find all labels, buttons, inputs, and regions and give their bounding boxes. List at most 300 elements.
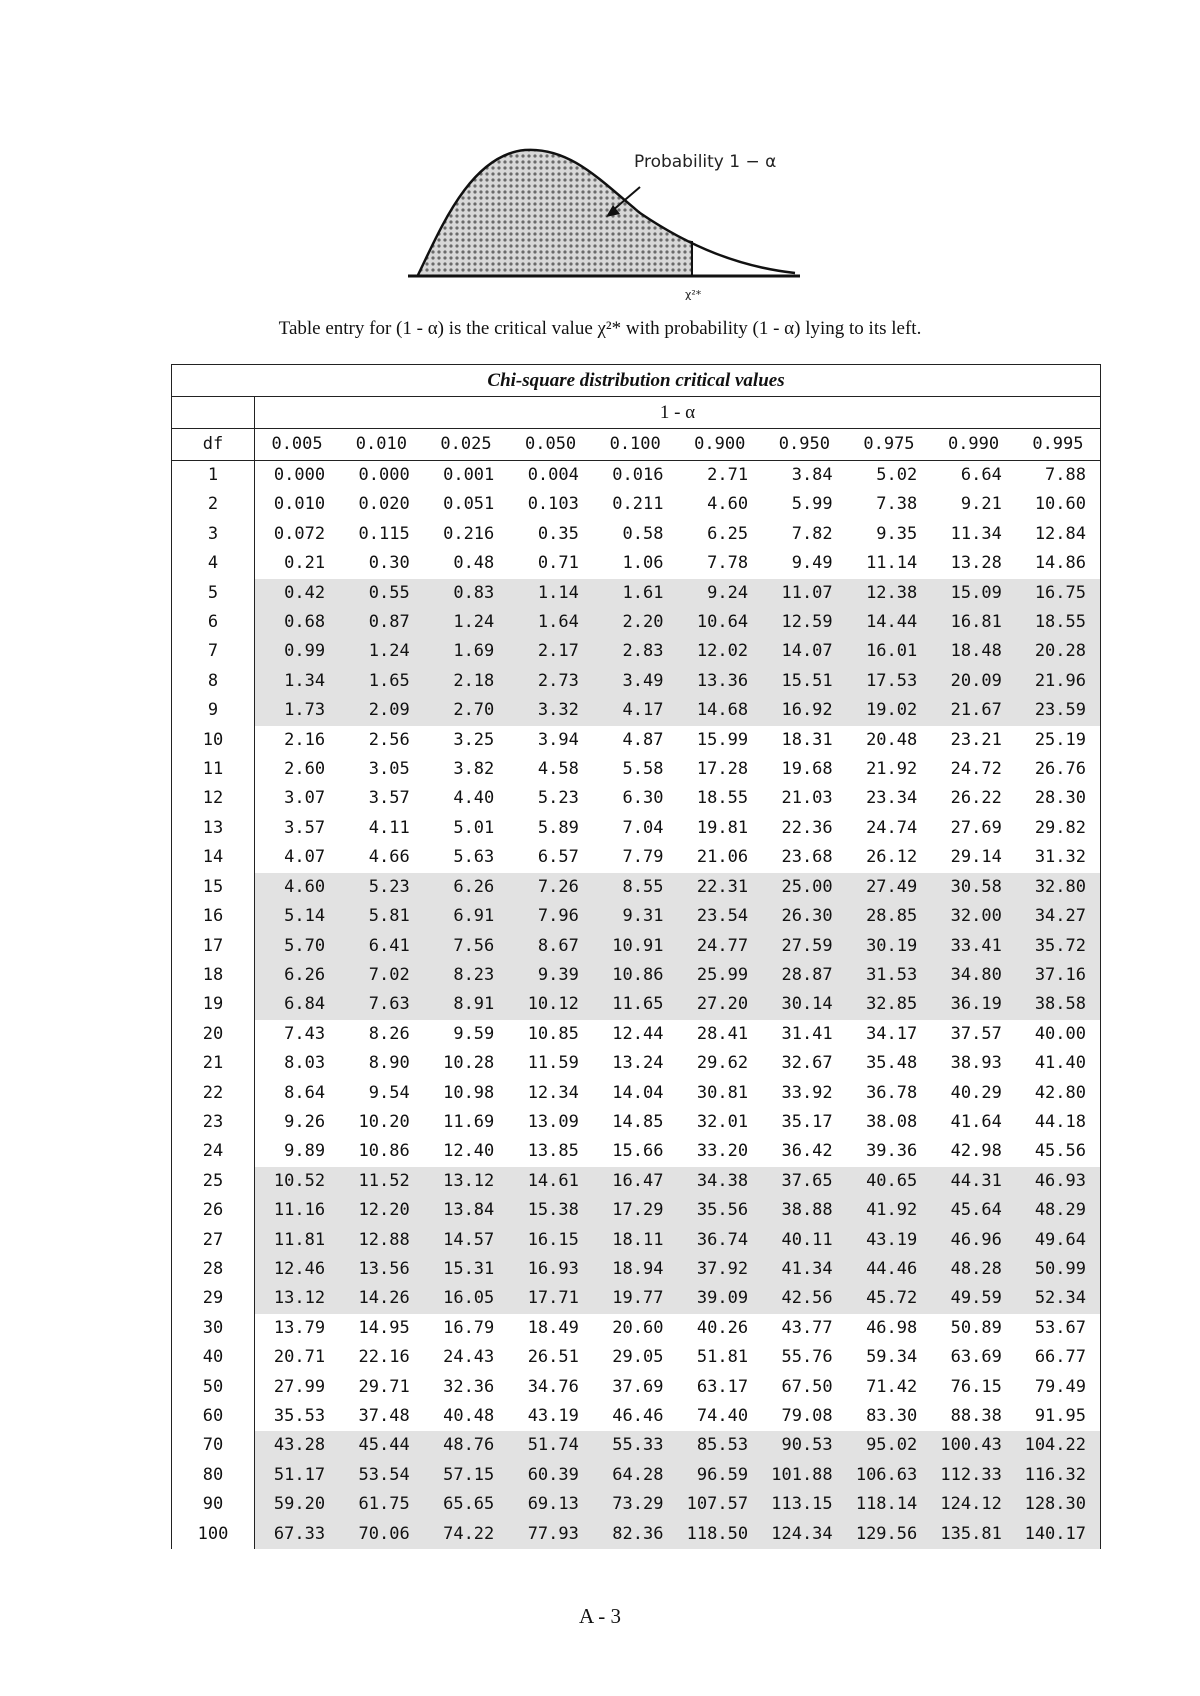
df-cell: 8 — [172, 667, 255, 696]
value-cell: 6.84 — [255, 990, 340, 1019]
table-row — [172, 1490, 1101, 1519]
value-cell: 32.85 — [847, 990, 932, 1019]
value-cell: 13.12 — [424, 1167, 509, 1196]
df-cell: 1 — [172, 461, 255, 491]
value-cell: 7.02 — [339, 961, 424, 990]
value-cell: 13.56 — [339, 1255, 424, 1284]
value-cell: 55.33 — [593, 1431, 678, 1460]
page-number: A - 3 — [579, 1604, 621, 1628]
value-cell: 0.87 — [339, 608, 424, 637]
value-cell: 124.12 — [931, 1490, 1016, 1519]
table-row — [172, 667, 1101, 696]
value-cell: 0.48 — [453, 553, 495, 574]
column-header: 0.050 — [508, 429, 593, 461]
value-cell: 5.01 — [453, 817, 495, 838]
critical-values-table-container — [171, 364, 1101, 1549]
value-cell: 20.60 — [612, 1317, 664, 1338]
column-header: 0.950 — [762, 429, 847, 461]
value-cell: 33.92 — [781, 1082, 833, 1103]
value-cell: 5.14 — [255, 902, 340, 931]
value-cell: 0.051 — [443, 494, 495, 515]
value-cell: 9.49 — [791, 553, 833, 574]
value-cell: 5.70 — [255, 932, 340, 961]
column-header: 0.005 — [255, 429, 340, 461]
table-row — [172, 990, 1101, 1019]
value-cell: 51.74 — [508, 1431, 593, 1460]
table-row — [172, 1049, 1101, 1078]
value-cell: 5.99 — [791, 494, 833, 515]
df-cell: 100 — [172, 1520, 255, 1549]
value-cell: 0.211 — [612, 494, 664, 515]
value-cell: 35.72 — [1016, 932, 1101, 961]
value-cell: 3.25 — [453, 729, 495, 750]
value-cell: 20.28 — [1016, 637, 1101, 666]
value-cell: 0.000 — [358, 465, 410, 485]
value-cell: 46.98 — [866, 1317, 918, 1338]
value-cell: 0.216 — [443, 523, 495, 544]
value-cell: 18.55 — [696, 788, 749, 809]
value-cell: 26.30 — [762, 902, 847, 931]
value-cell: 0.004 — [527, 465, 579, 485]
table-row — [172, 755, 1101, 784]
value-cell: 0.001 — [443, 465, 495, 485]
value-cell: 11.34 — [950, 523, 1002, 544]
value-cell: 37.69 — [612, 1376, 664, 1397]
value-cell: 5.89 — [537, 817, 579, 838]
value-cell: 9.31 — [593, 902, 678, 931]
table-row — [172, 726, 1101, 755]
value-cell: 14.44 — [847, 608, 932, 637]
value-cell: 6.26 — [424, 873, 509, 902]
value-cell: 23.54 — [677, 902, 762, 931]
value-cell: 2.20 — [593, 608, 678, 637]
value-cell: 66.77 — [1016, 1343, 1101, 1372]
df-cell: 2 — [172, 490, 255, 519]
value-cell: 15.66 — [612, 1141, 664, 1162]
value-cell: 29.71 — [358, 1376, 410, 1397]
value-cell: 16.01 — [847, 637, 932, 666]
value-cell: 14.95 — [358, 1317, 410, 1338]
value-cell: 45.56 — [1016, 1137, 1101, 1166]
value-cell: 36.78 — [866, 1082, 918, 1103]
value-cell: 42.56 — [762, 1284, 847, 1313]
value-cell: 38.88 — [762, 1196, 847, 1225]
value-cell: 2.73 — [508, 667, 593, 696]
value-cell: 18.49 — [527, 1317, 579, 1338]
value-cell: 28.30 — [1016, 784, 1101, 813]
value-cell: 2.71 — [707, 465, 749, 485]
value-cell: 8.90 — [368, 1053, 410, 1074]
column-header: 0.990 — [931, 429, 1016, 461]
value-cell: 2.17 — [508, 637, 593, 666]
value-cell: 26.51 — [527, 1347, 579, 1368]
value-cell: 18.48 — [931, 637, 1016, 666]
value-cell: 46.96 — [931, 1226, 1016, 1255]
value-cell: 10.91 — [593, 932, 678, 961]
value-cell: 7.26 — [508, 873, 593, 902]
value-cell: 19.81 — [696, 817, 749, 838]
value-cell: 19.68 — [781, 759, 833, 780]
value-cell: 40.11 — [762, 1226, 847, 1255]
df-cell: 90 — [172, 1490, 255, 1519]
chi-square-density-figure — [400, 135, 820, 305]
value-cell: 14.57 — [424, 1226, 509, 1255]
table-row — [172, 902, 1101, 931]
value-cell: 52.34 — [1016, 1284, 1101, 1313]
value-cell: 10.28 — [443, 1053, 495, 1074]
table-row — [172, 461, 1101, 491]
df-cell: 50 — [172, 1373, 255, 1402]
value-cell: 12.59 — [762, 608, 847, 637]
value-cell: 91.95 — [1016, 1402, 1101, 1431]
value-cell: 44.31 — [931, 1167, 1016, 1196]
value-cell: 35.17 — [781, 1111, 833, 1132]
value-cell: 71.42 — [866, 1376, 918, 1397]
value-cell: 2.60 — [284, 759, 326, 780]
value-cell: 51.17 — [255, 1461, 340, 1490]
value-cell: 65.65 — [424, 1490, 509, 1519]
df-cell: 9 — [172, 696, 255, 725]
value-cell: 29.82 — [1016, 814, 1101, 843]
value-cell: 51.81 — [696, 1347, 749, 1368]
value-cell: 45.64 — [931, 1196, 1016, 1225]
table-row — [172, 696, 1101, 725]
value-cell: 128.30 — [1016, 1490, 1101, 1519]
value-cell: 9.24 — [677, 579, 762, 608]
value-cell: 34.38 — [677, 1167, 762, 1196]
value-cell: 7.38 — [876, 494, 918, 515]
value-cell: 27.99 — [273, 1376, 326, 1397]
df-cell: 30 — [172, 1314, 255, 1343]
value-cell: 30.58 — [931, 873, 1016, 902]
value-cell: 67.33 — [255, 1520, 340, 1549]
table-row — [172, 784, 1101, 813]
value-cell: 67.50 — [781, 1376, 833, 1397]
value-cell: 64.28 — [593, 1461, 678, 1490]
value-cell: 38.08 — [866, 1111, 918, 1132]
value-cell: 11.65 — [593, 990, 678, 1019]
value-cell: 41.64 — [950, 1111, 1002, 1132]
value-cell: 0.35 — [537, 523, 579, 544]
df-cell: 13 — [172, 814, 255, 843]
value-cell: 34.76 — [527, 1376, 579, 1397]
value-cell: 9.35 — [876, 523, 918, 544]
df-cell: 10 — [172, 726, 255, 755]
value-cell: 1.73 — [255, 696, 340, 725]
value-cell: 4.17 — [593, 696, 678, 725]
value-cell: 10.60 — [1016, 490, 1101, 519]
value-cell: 32.00 — [931, 902, 1016, 931]
value-cell: 79.49 — [1016, 1373, 1101, 1402]
value-cell: 13.28 — [950, 553, 1002, 574]
table-row — [172, 520, 1101, 549]
value-cell: 16.92 — [762, 696, 847, 725]
value-cell: 55.76 — [781, 1347, 833, 1368]
column-header: 0.975 — [847, 429, 932, 461]
value-cell: 34.80 — [931, 961, 1016, 990]
value-cell: 48.76 — [424, 1431, 509, 1460]
value-cell: 12.34 — [527, 1082, 579, 1103]
value-cell: 32.01 — [696, 1111, 749, 1132]
value-cell: 13.85 — [527, 1141, 579, 1162]
critical-value-label: χ²* — [685, 288, 702, 301]
table-row — [172, 1108, 1101, 1137]
value-cell: 101.88 — [762, 1461, 847, 1490]
df-cell: 70 — [172, 1431, 255, 1460]
value-cell: 4.40 — [453, 788, 495, 809]
value-cell: 135.81 — [931, 1520, 1016, 1549]
value-cell: 1.14 — [508, 579, 593, 608]
value-cell: 7.63 — [339, 990, 424, 1019]
table-row — [172, 1226, 1101, 1255]
value-cell: 77.93 — [508, 1520, 593, 1549]
value-cell: 38.58 — [1016, 990, 1101, 1019]
value-cell: 30.81 — [696, 1082, 749, 1103]
column-header: 0.995 — [1016, 429, 1101, 461]
column-header: 0.100 — [593, 429, 678, 461]
value-cell: 37.16 — [1016, 961, 1101, 990]
value-cell: 23.68 — [781, 847, 833, 868]
value-cell: 3.05 — [368, 759, 410, 780]
value-cell: 43.28 — [255, 1431, 340, 1460]
value-cell: 14.85 — [612, 1111, 664, 1132]
value-cell: 0.58 — [622, 523, 664, 544]
value-cell: 63.69 — [950, 1347, 1002, 1368]
df-cell: 5 — [172, 579, 255, 608]
value-cell: 5.23 — [537, 788, 579, 809]
value-cell: 85.53 — [677, 1431, 762, 1460]
value-cell: 17.71 — [508, 1284, 593, 1313]
value-cell: 22.16 — [358, 1347, 410, 1368]
value-cell: 25.19 — [1016, 726, 1101, 755]
value-cell: 16.47 — [593, 1167, 678, 1196]
value-cell: 32.67 — [781, 1053, 833, 1074]
chi-square-table — [171, 364, 1101, 1549]
value-cell: 17.28 — [696, 759, 749, 780]
value-cell: 0.072 — [273, 523, 326, 544]
blank-header-cell — [172, 397, 255, 429]
value-cell: 10.86 — [593, 961, 678, 990]
value-cell: 7.82 — [791, 523, 833, 544]
value-cell: 21.06 — [696, 847, 749, 868]
value-cell: 129.56 — [847, 1520, 932, 1549]
value-cell: 14.26 — [339, 1284, 424, 1313]
value-cell: 3.57 — [368, 788, 410, 809]
value-cell: 23.59 — [1016, 696, 1101, 725]
value-cell: 42.80 — [1016, 1079, 1101, 1108]
value-cell: 8.91 — [424, 990, 509, 1019]
df-cell: 28 — [172, 1255, 255, 1284]
value-cell: 26.76 — [1016, 755, 1101, 784]
table-row — [172, 637, 1101, 666]
value-cell: 24.74 — [866, 817, 918, 838]
value-cell: 37.48 — [358, 1406, 410, 1426]
value-cell: 82.36 — [593, 1520, 678, 1549]
value-cell: 0.103 — [527, 494, 579, 515]
value-cell: 16.15 — [508, 1226, 593, 1255]
df-cell: 3 — [172, 520, 255, 549]
value-cell: 18.55 — [1016, 608, 1101, 637]
value-cell: 50.89 — [950, 1317, 1002, 1338]
value-cell: 69.13 — [508, 1490, 593, 1519]
value-cell: 73.29 — [593, 1490, 678, 1519]
value-cell: 53.67 — [1016, 1314, 1101, 1343]
value-cell: 30.14 — [762, 990, 847, 1019]
value-cell: 12.20 — [339, 1196, 424, 1225]
value-cell: 34.17 — [866, 1023, 918, 1044]
value-cell: 0.55 — [339, 579, 424, 608]
value-cell: 0.21 — [284, 553, 326, 574]
value-cell: 40.48 — [443, 1406, 495, 1426]
value-cell: 76.15 — [950, 1376, 1002, 1397]
value-cell: 0.115 — [358, 523, 410, 544]
value-cell: 17.53 — [847, 667, 932, 696]
value-cell: 26.22 — [950, 788, 1002, 809]
value-cell: 20.71 — [273, 1347, 326, 1368]
value-cell: 28.87 — [762, 961, 847, 990]
df-cell: 16 — [172, 902, 255, 931]
value-cell: 29.14 — [950, 847, 1002, 868]
value-cell: 57.15 — [424, 1461, 509, 1490]
value-cell: 24.72 — [950, 759, 1002, 780]
value-cell: 3.84 — [791, 465, 833, 485]
value-cell: 4.07 — [284, 847, 326, 868]
value-cell: 7.79 — [622, 847, 664, 868]
table-row — [172, 490, 1101, 519]
value-cell: 5.58 — [622, 759, 664, 780]
value-cell: 41.40 — [1016, 1049, 1101, 1078]
df-cell: 29 — [172, 1284, 255, 1313]
value-cell: 20.09 — [931, 667, 1016, 696]
df-cell: 18 — [172, 961, 255, 990]
value-cell: 49.59 — [931, 1284, 1016, 1313]
value-cell: 29.05 — [612, 1347, 664, 1368]
column-header: 0.900 — [677, 429, 762, 461]
value-cell: 124.34 — [762, 1520, 847, 1549]
value-cell: 2.83 — [593, 637, 678, 666]
table-body — [172, 461, 1101, 1550]
table-row — [172, 814, 1101, 843]
value-cell: 0.020 — [358, 494, 410, 515]
value-cell: 107.57 — [677, 1490, 762, 1519]
table-title: Chi-square distribution critical values — [172, 365, 1101, 397]
value-cell: 40.65 — [847, 1167, 932, 1196]
value-cell: 13.84 — [424, 1196, 509, 1225]
value-cell: 49.64 — [1016, 1226, 1101, 1255]
value-cell: 0.83 — [424, 579, 509, 608]
column-header: 0.025 — [424, 429, 509, 461]
value-cell: 33.41 — [931, 932, 1016, 961]
value-cell: 13.09 — [527, 1111, 579, 1132]
value-cell: 100.43 — [931, 1431, 1016, 1460]
value-cell: 21.92 — [866, 759, 918, 780]
value-cell: 11.52 — [339, 1167, 424, 1196]
table-row — [172, 1284, 1101, 1313]
value-cell: 40.29 — [950, 1082, 1002, 1103]
value-cell: 1.69 — [424, 637, 509, 666]
value-cell: 12.02 — [677, 637, 762, 666]
value-cell: 5.23 — [339, 873, 424, 902]
value-cell: 3.49 — [593, 667, 678, 696]
value-cell: 0.71 — [537, 553, 579, 574]
value-cell: 36.42 — [781, 1141, 833, 1162]
value-cell: 116.32 — [1016, 1461, 1101, 1490]
value-cell: 37.92 — [677, 1255, 762, 1284]
df-cell: 25 — [172, 1167, 255, 1196]
table-row — [172, 1431, 1101, 1460]
value-cell: 7.04 — [622, 817, 664, 838]
value-cell: 0.68 — [255, 608, 340, 637]
value-cell: 4.87 — [622, 729, 664, 750]
value-cell: 16.79 — [443, 1317, 495, 1338]
table-row — [172, 932, 1101, 961]
value-cell: 0.016 — [612, 465, 664, 485]
value-cell: 16.93 — [508, 1255, 593, 1284]
value-cell: 13.79 — [273, 1317, 326, 1338]
value-cell: 79.08 — [781, 1406, 833, 1426]
value-cell: 4.58 — [537, 759, 579, 780]
value-cell: 8.03 — [284, 1053, 326, 1074]
value-cell: 3.07 — [284, 788, 326, 809]
value-cell: 10.12 — [508, 990, 593, 1019]
value-cell: 0.30 — [368, 553, 410, 574]
value-cell: 104.22 — [1016, 1431, 1101, 1460]
value-cell: 10.98 — [443, 1082, 495, 1103]
table-row — [172, 873, 1101, 902]
value-cell: 8.64 — [284, 1082, 326, 1103]
value-cell: 1.65 — [339, 667, 424, 696]
df-cell: 4 — [172, 549, 255, 578]
value-cell: 43.77 — [781, 1317, 833, 1338]
value-cell: 5.63 — [453, 847, 495, 868]
value-cell: 23.21 — [950, 729, 1002, 750]
value-cell: 12.44 — [612, 1023, 664, 1044]
table-caption: Table entry for (1 - α) is the critical value χ²* with probability (1 - α) lying to its left. — [278, 318, 922, 339]
value-cell: 9.26 — [284, 1111, 326, 1132]
df-cell: 14 — [172, 843, 255, 872]
value-cell: 6.64 — [960, 465, 1002, 485]
value-cell: 0.42 — [255, 579, 340, 608]
value-cell: 15.31 — [424, 1255, 509, 1284]
value-cell: 34.27 — [1016, 902, 1101, 931]
value-cell: 2.09 — [339, 696, 424, 725]
value-cell: 37.57 — [950, 1023, 1002, 1044]
value-cell: 9.39 — [508, 961, 593, 990]
value-cell: 83.30 — [866, 1406, 918, 1426]
value-cell: 14.86 — [1016, 549, 1101, 578]
df-cell: 20 — [172, 1020, 255, 1049]
value-cell: 3.82 — [453, 759, 495, 780]
value-cell: 38.93 — [950, 1053, 1002, 1074]
df-cell: 26 — [172, 1196, 255, 1225]
value-cell: 30.19 — [847, 932, 932, 961]
table-row — [172, 1020, 1101, 1049]
value-cell: 42.98 — [950, 1141, 1002, 1162]
value-cell: 6.26 — [255, 961, 340, 990]
value-cell: 74.22 — [424, 1520, 509, 1549]
value-cell: 12.88 — [339, 1226, 424, 1255]
value-cell: 10.64 — [677, 608, 762, 637]
value-cell: 8.67 — [508, 932, 593, 961]
value-cell: 23.34 — [866, 788, 918, 809]
value-cell: 10.52 — [255, 1167, 340, 1196]
value-cell: 39.09 — [677, 1284, 762, 1313]
value-cell: 7.78 — [707, 553, 749, 574]
value-cell: 36.19 — [931, 990, 1016, 1019]
value-cell: 37.65 — [762, 1167, 847, 1196]
table-row — [172, 549, 1101, 578]
value-cell: 9.54 — [368, 1082, 410, 1103]
